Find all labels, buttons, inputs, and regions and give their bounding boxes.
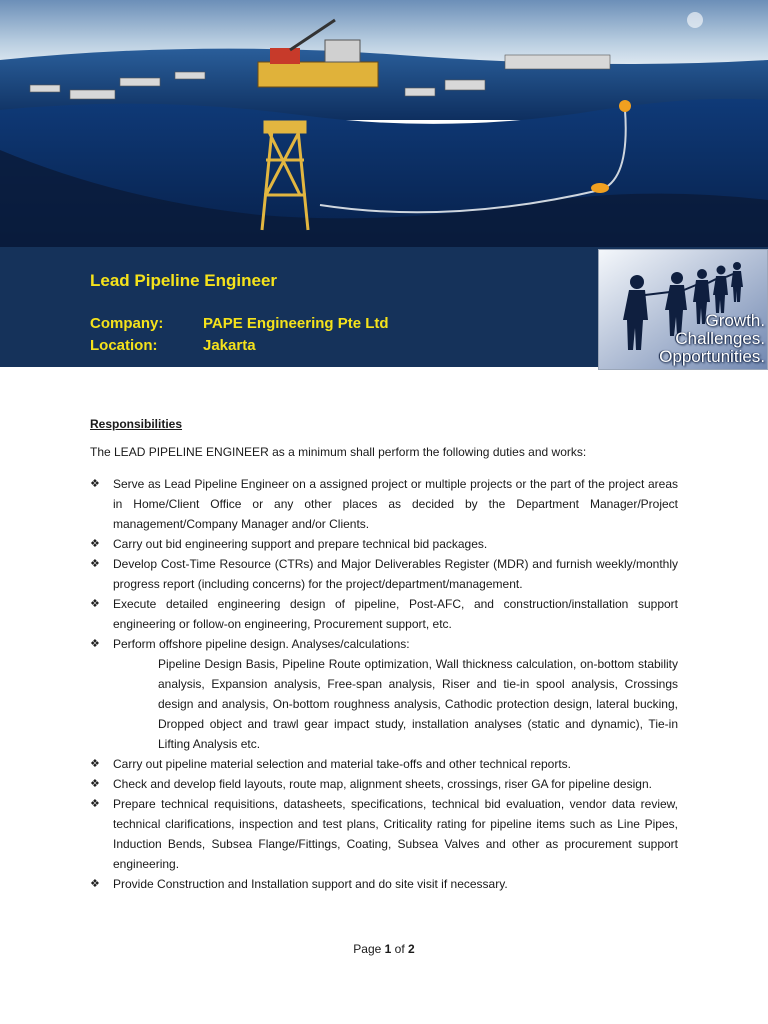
diamond-bullet-icon: ❖ [90,478,100,490]
job-title: Lead Pipeline Engineer [90,271,278,290]
promo-opportunities: Opportunities. [659,347,765,366]
diamond-bullet-icon: ❖ [90,638,100,650]
list-item [90,474,678,534]
page-current: 1 [384,942,392,956]
offshore-oil-field-illustration [0,0,768,247]
analyses-detail: Pipeline Design Basis, Pipeline Route optimization, Wall thickness calculation, on-bottom stability analysis, Expansion analysis, Free-span analysis, Riser and tie-in spool analysis, Crossings design and analysis, On-bottom roughness analysis, Cathodic protection design, lateral bucking, Dropped object and trawl gear impact study, installation analyses (static and dynamic), Tie-in Lifting Analysis etc. [158,657,678,751]
list-item [90,534,678,554]
location-label: Location: [90,337,158,354]
responsibilities-section [90,414,678,894]
duty-text: Serve as Lead Pipeline Engineer on a assigned project or multiple projects or the part of the project areas in Home/Client Office or any other places as decided by the Department Manager/Project management/Company Manager and/or Clients. [113,477,678,531]
duty-text: Check and develop field layouts, route map, alignment sheets, crossings, riser GA for pipeline design. [113,777,652,791]
diamond-bullet-icon: ❖ [90,598,100,610]
diamond-bullet-icon: ❖ [90,798,100,810]
duties-list [90,474,678,894]
duty-text: Develop Cost-Time Resource (CTRs) and Major Deliverables Register (MDR) and furnish weekly/monthly progress report (including concerns) for the project/department/management. [113,557,678,591]
page-total: 2 [408,942,415,956]
list-item [90,634,678,754]
list-item [90,794,678,874]
list-item [90,554,678,594]
diamond-bullet-icon: ❖ [90,538,100,550]
of-word: of [394,942,405,956]
responsibilities-heading: Responsibilities [90,417,183,431]
growth-promo-image [598,249,768,370]
company-label: Company: [90,315,164,332]
company-row [90,315,389,332]
location-row [90,337,256,354]
location-value: Jakarta [203,337,256,354]
hero-offshore-image [0,0,768,247]
list-item [90,754,678,774]
duty-text: Execute detailed engineering design of pipeline, Post-AFC, and construction/installation support engineering or follow-on engineering, Procurement support, etc. [113,597,678,631]
diamond-bullet-icon: ❖ [90,778,100,790]
promo-growth: Growth. [705,311,765,330]
duty-text: Provide Construction and Installation support and do site visit if necessary. [113,877,508,891]
duty-text: Prepare technical requisitions, datasheets, specifications, technical bid evaluation, vendor data review, technical clarifications, inspection and test plans, Criticality rating for pipeline items such as Line Pipes, Induction Bends, Subsea Flange/Fittings, Coating, Subsea Valves and other as procurement support engineering. [113,797,678,871]
diamond-bullet-icon: ❖ [90,758,100,770]
page-number [0,942,768,956]
promo-challenges: Challenges. [675,329,765,348]
diamond-bullet-icon: ❖ [90,878,100,890]
company-value: PAPE Engineering Pte Ltd [203,315,389,332]
list-item [90,594,678,634]
duty-text: Perform offshore pipeline design. Analyses/calculations: [113,637,410,651]
diamond-bullet-icon: ❖ [90,558,100,570]
list-item [90,774,678,794]
duty-text: Carry out pipeline material selection and material take-offs and other technical reports. [113,757,572,771]
responsibilities-intro: The LEAD PIPELINE ENGINEER as a minimum shall perform the following duties and works: [90,445,587,459]
page-word: Page [353,942,382,956]
duty-text: Carry out bid engineering support and prepare technical bid packages. [113,537,488,551]
list-item [90,874,678,894]
